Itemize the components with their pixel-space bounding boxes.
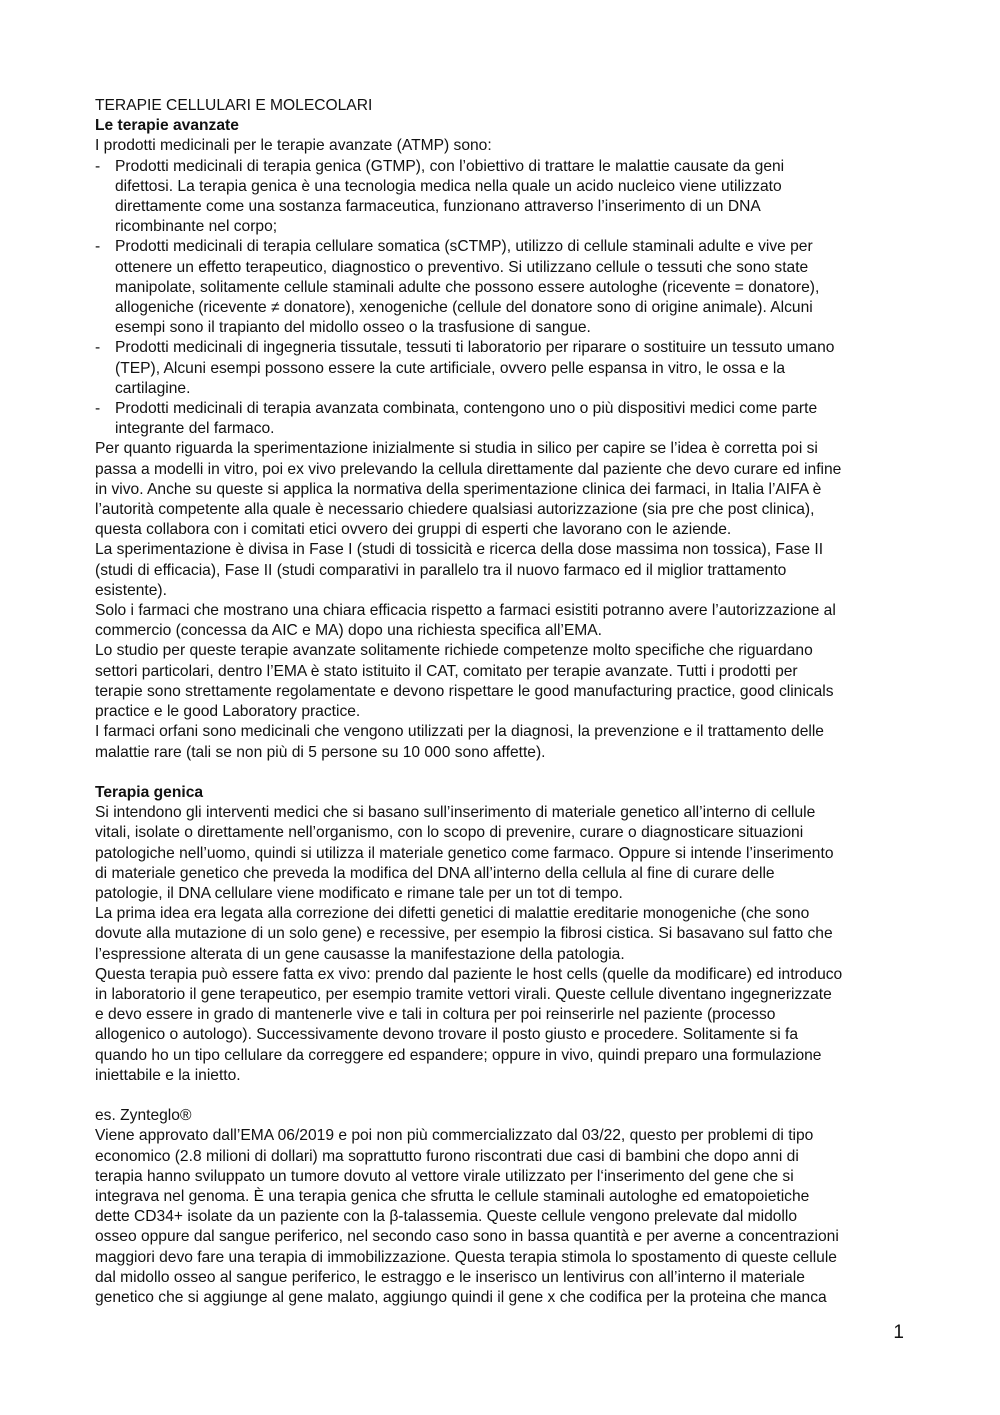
list-item — [95, 157, 910, 238]
intro-text: I prodotti medicinali per le terapie avanzate (ATMP) sono: — [95, 137, 492, 155]
paragraph — [95, 904, 910, 965]
atmp-list — [95, 157, 910, 440]
paragraph-line: in vivo. Anche su queste si applica la normativa della sperimentazione clinica dei farmaci, in Italia l’AIFA è — [95, 480, 822, 498]
paragraph-line: patologiche nell’uomo, quindi si utilizza il materiale genetico come farmaco. Oppure si intende l’inserimento — [95, 844, 834, 862]
section2-body — [95, 803, 910, 1086]
paragraph — [95, 601, 910, 641]
paragraph-line: integrava nel genoma. È una terapia genica che sfrutta le cellule staminali autologhe ed ematopoietiche — [95, 1187, 810, 1205]
bullet-dash: - — [95, 157, 101, 175]
list-item-line: Prodotti medicinali di terapia avanzata combinata, contengono uno o più dispositivi medici come parte — [115, 400, 818, 418]
example-label: es. Zynteglo® — [95, 1107, 192, 1125]
paragraph-line: maggiori devo fare una terapia di immobilizzazione. Questa terapia stimola lo spostamento di queste cellule — [95, 1248, 837, 1266]
paragraph-line: Viene approvato dall’EMA 06/2019 e poi non più commercializzato dal 03/22, questo per problemi di tipo — [95, 1127, 814, 1145]
paragraph-line: dal midollo osseo al sangue periferico, le estraggo e le inserisco un lentivirus con all’interno il materiale — [95, 1268, 805, 1286]
paragraph-line: quando ho un tipo cellulare da correggere ed espandere; oppure in vivo, quindi preparo una formulazione — [95, 1046, 822, 1064]
paragraph-line: commercio (concessa da AIC e MA) dopo una richiesta specifica all’EMA. — [95, 622, 603, 640]
document-page — [95, 96, 910, 1308]
paragraph-line: practice e le good Laboratory practice. — [95, 703, 361, 721]
list-item — [95, 338, 910, 399]
paragraph-line: La sperimentazione è divisa in Fase I (studi di tossicità e ricerca della dose massima non tossica), Fase II — [95, 541, 824, 559]
list-item — [95, 237, 910, 338]
paragraph-line: osseo oppure dal sangue periferico, nel secondo caso sono in bassa quantità e per averne a concentrazioni — [95, 1228, 839, 1246]
section-heading-terapie-avanzate: Le terapie avanzate — [95, 117, 239, 135]
paragraph-line: patologie, il DNA cellulare viene modificato e rimane tale per un tot di tempo. — [95, 884, 623, 902]
example-body — [95, 1126, 910, 1308]
list-item-line: integrante del farmaco. — [115, 420, 275, 438]
spacer — [95, 1086, 910, 1106]
paragraph-line: malattie rare (tali se non più di 5 persone su 10 000 sono affette). — [95, 743, 546, 761]
paragraph-line: I farmaci orfani sono medicinali che vengono utilizzati per la diagnosi, la prevenzione e il trattamento delle — [95, 723, 824, 741]
list-item-line: difettosi. La terapia genica è una tecnologia medica nella quale un acido nucleico viene utilizzato — [115, 177, 782, 195]
paragraph-line: Lo studio per queste terapie avanzate solitamente richiede competenze molto specifiche che riguardano — [95, 642, 813, 660]
section1-body — [95, 439, 910, 762]
list-item-line: allogeniche (ricevente ≠ donatore), xenogeniche (cellule del donatore sono di origine animale). Alcuni — [115, 299, 813, 317]
list-item-line: direttamente come una sostanza farmaceutica, funzionano attraverso l’inserimento di un DNA — [115, 198, 761, 216]
bullet-dash: - — [95, 238, 101, 256]
paragraph — [95, 641, 910, 722]
paragraph-line: l’espressione alterata di un gene causasse la manifestazione della patologia. — [95, 945, 625, 963]
paragraph-line: settori particolari, dentro l’EMA è stato istituito il CAT, comitato per terapie avanzate. Tutti i prodotti per — [95, 662, 798, 680]
section-heading-terapia-genica: Terapia genica — [95, 783, 204, 801]
paragraph — [95, 439, 910, 540]
list-item-line: ricombinante nel corpo; — [115, 218, 278, 236]
document-title: TERAPIE CELLULARI E MOLECOLARI — [95, 97, 373, 114]
paragraph-line: di materiale genetico che preveda la modifica del DNA all’interno della cellula al fine di curare delle — [95, 864, 775, 882]
list-item-line: Prodotti medicinali di ingegneria tissutale, tessuti ti laboratorio per riparare o sostituire un tessuto umano — [115, 339, 835, 357]
paragraph-line: Si intendono gli interventi medici che si basano sull’inserimento di materiale genetico all’interno di cellule — [95, 804, 816, 822]
paragraph-line: esistente). — [95, 581, 167, 599]
paragraph-line: in laboratorio il gene terapeutico, per esempio tramite vettori virali. Queste cellule diventano ingegnerizzate — [95, 985, 832, 1003]
paragraph — [95, 722, 910, 762]
paragraph-line: allogenico o autologo). Successivamente devono trovare il posto giusto e procedere. Solitamente si fa — [95, 1026, 798, 1044]
paragraph-line: passa a modelli in vitro, poi ex vivo prelevando la cellula direttamente dal paziente che devo curare ed infine — [95, 460, 842, 478]
paragraph-line: dovute alla mutazione di un solo gene) e recessive, per esempio la fibrosi cistica. Si basavano sul fatto che — [95, 925, 833, 943]
bullet-dash: - — [95, 400, 101, 418]
list-item-line: Prodotti medicinali di terapia cellulare somatica (sCTMP), utilizzo di cellule staminali adulte e vive per — [115, 238, 813, 256]
list-item-line: esempi sono il trapianto del midollo osseo o la trasfusione di sangue. — [115, 319, 591, 337]
spacer — [95, 763, 910, 783]
bullet-dash: - — [95, 339, 101, 357]
paragraph-line: genetico che si aggiunge al gene malato, aggiungo quindi il gene x che codifica per la proteina che manca — [95, 1288, 827, 1306]
list-item-line: ottenere un effetto terapeutico, diagnostico o preventivo. Si utilizzano cellule o tessuti che sono state — [115, 258, 809, 276]
paragraph — [95, 540, 910, 601]
paragraph-line: (studi di efficacia), Fase II (studi comparativi in parallelo tra il nuovo farmaco ed il miglior trattamento — [95, 561, 787, 579]
paragraph-line: questa collabora con i comitati etici ovvero dei gruppi di esperti che lavorano con le aziende. — [95, 521, 732, 539]
paragraph-line: vitali, isolate o direttamente nell’organismo, con lo scopo di prevenire, curare o diagnosticare situazioni — [95, 824, 804, 842]
list-item-line: (TEP), Alcuni esempi possono essere la cute artificiale, ovvero pelle espansa in vitro, le ossa e la — [115, 359, 785, 377]
list-item — [95, 399, 910, 439]
paragraph-line: Solo i farmaci che mostrano una chiara efficacia rispetto a farmaci esistiti potranno avere l’autorizzazione al — [95, 602, 836, 620]
paragraph-line: l’autorità competente alla quale è necessario chiedere qualsiasi autorizzazione (sia pre che post clinica), — [95, 501, 815, 519]
list-item-line: manipolate, solitamente cellule staminali adulte che possono essere autologhe (ricevente = donatore), — [115, 278, 820, 296]
paragraph-line: Questa terapia può essere fatta ex vivo: prendo dal paziente le host cells (quelle da modificare) ed introduco — [95, 965, 843, 983]
paragraph — [95, 965, 910, 1086]
list-item-line: cartilagine. — [115, 379, 191, 397]
paragraph — [95, 803, 910, 904]
paragraph-line: iniettabile e la inietto. — [95, 1066, 241, 1084]
paragraph-line: terapia hanno sviluppato un tumore dovuto al vettore virale utilizzato per l‘inserimento del gene che si — [95, 1167, 794, 1185]
paragraph-line: dette CD34+ isolate da un paziente con la β-talassemia. Queste cellule vengono prelevate dal midollo — [95, 1208, 798, 1226]
paragraph-line: e devo essere in grado di mantenerle vive e tali in coltura per poi reinserirle nel paziente (processo — [95, 1006, 776, 1024]
paragraph-line: terapie sono strettamente regolamentate e devono rispettare le good manufacturing practice, good clinicals — [95, 682, 834, 700]
list-item-line: Prodotti medicinali di terapia genica (GTMP), con l’obiettivo di trattare le malattie causate da geni — [115, 157, 785, 175]
paragraph-line: Per quanto riguarda la sperimentazione inizialmente si studia in silico per capire se l’idea è corretta poi si — [95, 440, 818, 458]
paragraph-line: economico (2.8 milioni di dollari) ma soprattutto furono riscontrati due casi di bambini che dopo anni di — [95, 1147, 799, 1165]
page-number: 1 — [893, 1322, 904, 1343]
paragraph-line: La prima idea era legata alla correzione dei difetti genetici di malattie ereditarie monogeniche (che sono — [95, 905, 810, 923]
